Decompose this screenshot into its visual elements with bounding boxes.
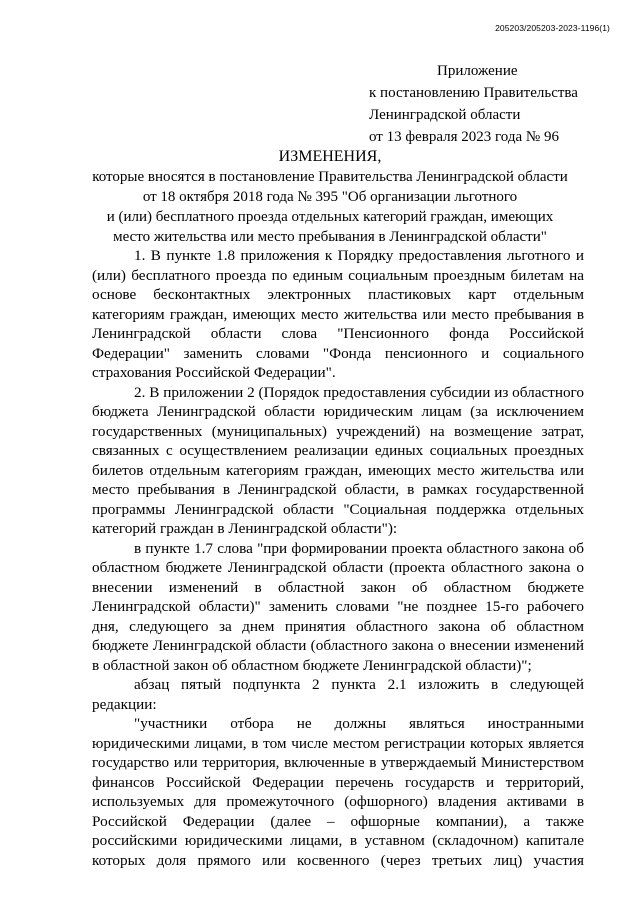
paragraph-4: абзац пятый подпункта 2 пункта 2.1 изложить в следующей редакции: [92, 676, 584, 713]
paragraph-3: в пункте 1.7 слова "при формировании проекта областного закона об областном бюджете Ленинградской области (проекта областного закона о внесении изменений в областной закон об областном бюджете Ленинградской области)" заменить словами "не позднее 15-го рабочего дня, следующего за днем принятия областного закона об областном бюджете Ленинградской области (областного закона о внесении изменений в областной закон об областном бюджете Ленинградской области)"; [92, 539, 584, 674]
heading-line-3: и (или) бесплатного проезда отдельных категорий граждан, имеющих [106, 209, 554, 225]
heading-line-4: место жительства или место пребывания в Ленинградской области" [113, 229, 547, 245]
paragraph-1: 1. В пункте 1.8 приложения к Порядку предоставления льготного и (или) бесплатного проезда по единым социальным проездным билетам на основе бесконтактных электронных пластиковых карт отдельным категориям граждан, имеющих место жительства или место пребывания в Ленинградской области слова "Пенсионного фонда Российской Федерации" заменить словами "Фонда пенсионного и социального страхования Российской Федерации". [92, 247, 584, 381]
paragraph-2: 2. В приложении 2 (Порядок предоставления субсидии из областного бюджета Ленинградской области юридическим лицам (за исключением государственных (муниципальных) учреждений) на возмещение затрат, связанных с осуществлением реализации единых социальных проездных билетов отдельным категориям граждан, имеющих место жительства или место пребывания в Ленинградской области, в рамках государственной программы Ленинградской области "Социальная поддержка отдельных категорий граждан в Ленинградской области"): [92, 383, 584, 537]
document-heading [60, 147, 600, 247]
heading-title: ИЗМЕНЕНИЯ, [278, 148, 382, 165]
appendix-reference: к постановлению Правительства [369, 85, 578, 101]
appendix-label: Приложение [437, 63, 518, 79]
appendix-date: от 13 февраля 2023 года № 96 [369, 129, 559, 145]
heading-line-2: от 18 октября 2018 года № 395 "Об организации льготного [142, 189, 518, 205]
appendix-region: Ленинградской области [369, 107, 521, 123]
heading-line-1: которые вносятся в постановление Правительства Ленинградской области [92, 169, 568, 185]
paragraph-5: "участники отбора не должны являться иностранными юридическими лицами, в том числе местом регистрации которых является государство или территория, включенные в утверждаемый Министерством финансов Российской Федерации перечень государств и территорий, используемых для промежуточного (офшорного) владения активами в Российской Федерации (далее – офшорные компании), а также российскими юридическими лицами, в уставном (складочном) капитале которых доля прямого или косвенного (через третьих лиц) участия [92, 715, 584, 869]
appendix-block [369, 60, 629, 148]
document-body [92, 246, 584, 870]
document-id: 205203/205203-2023-1196(1) [495, 23, 610, 33]
